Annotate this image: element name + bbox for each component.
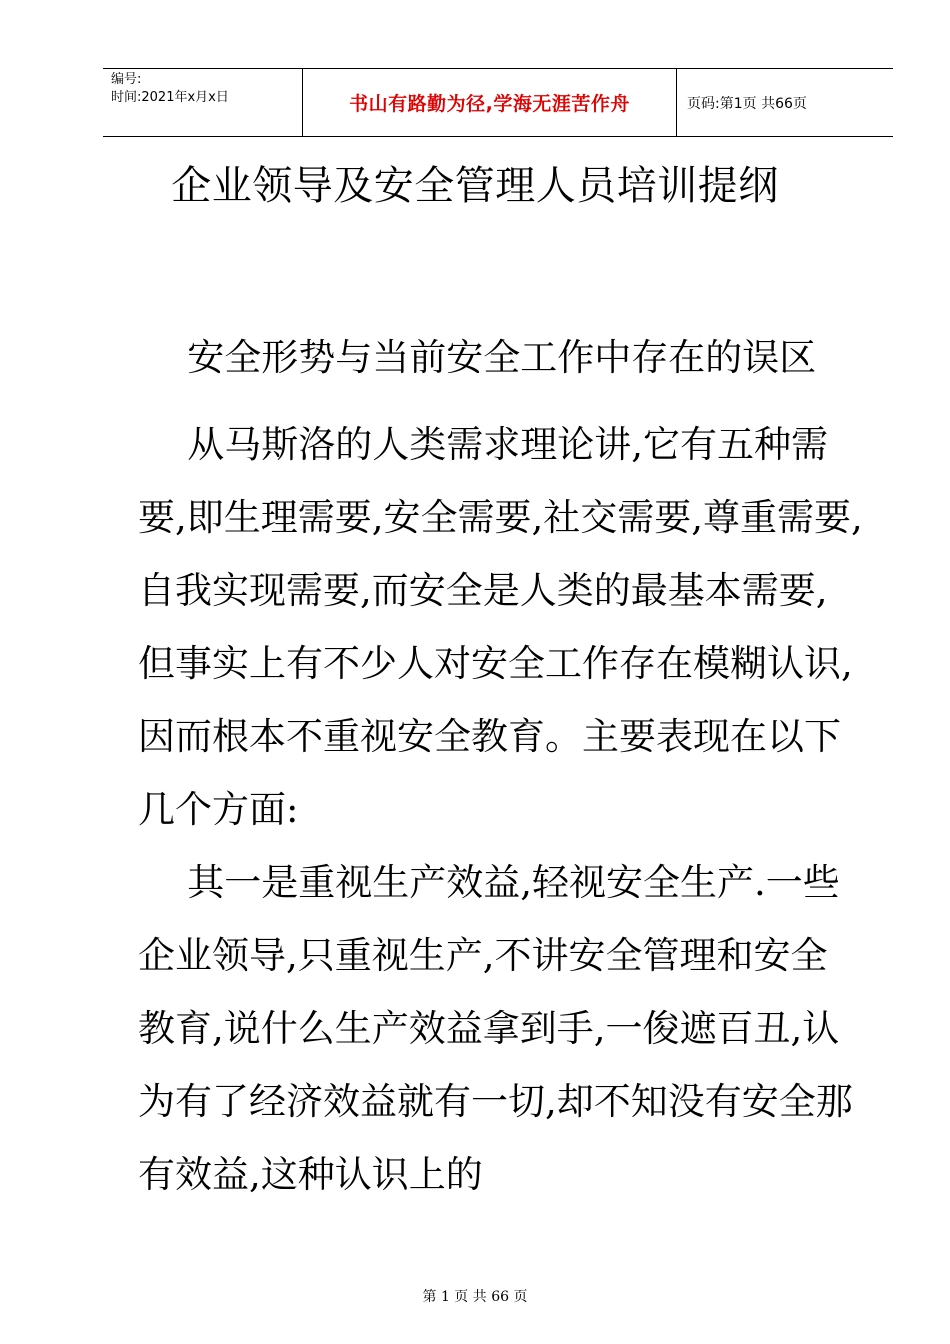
header-meta — [103, 69, 303, 136]
document-number-label: 编号: — [111, 72, 142, 87]
body-paragraph: 从马斯洛的人类需求理论讲,它有五种需要,即生理需要,安全需要,社交需要,尊重需要,自我实现需要,而安全是人类的最基本需要,但事实上有不少人对安全工作存在模糊认识,因而根本不重视安全教育。主要表现在以下几个方面: — [138, 423, 863, 831]
header-page-info: 页码:第1页 共66页 — [687, 95, 807, 112]
section-heading: 安全形势与当前安全工作中存在的误区 — [187, 336, 817, 379]
header-motto: 书山有路勤为径,学海无涯苦作舟 — [303, 69, 677, 136]
document-time-label: 时间:2021年x月x日 — [111, 90, 229, 105]
page-footer: 第 1 页 共 66 页 — [422, 1289, 528, 1305]
page-header — [103, 68, 893, 137]
body-paragraph: 其一是重视生产效益,轻视安全生产.一些企业领导,只重视生产,不讲安全管理和安全教育,说什么生产效益拿到手,一俊遮百丑,认为有了经济效益就有一切,却不知没有安全那有效益,这种认识上的 — [138, 861, 853, 1196]
document-body — [138, 334, 864, 1211]
document-title: 企业领导及安全管理人员培训提纲 — [171, 163, 779, 209]
